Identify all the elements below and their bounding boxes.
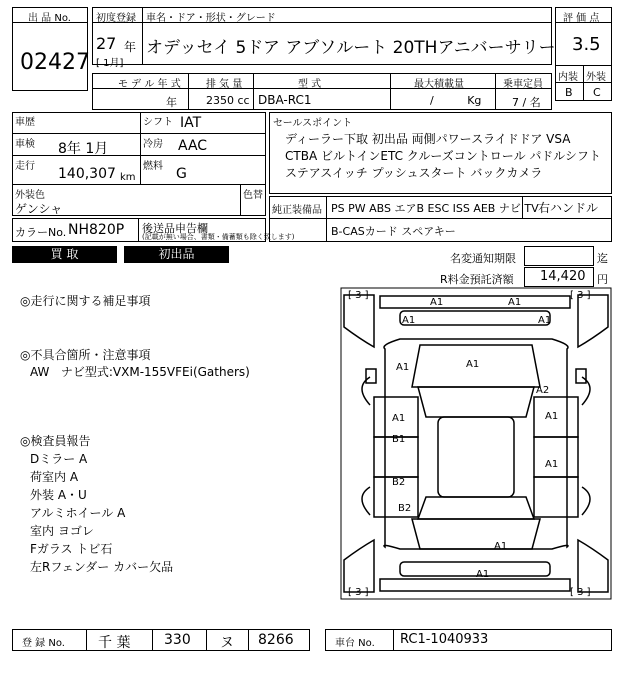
- year-unit: 年: [124, 40, 137, 54]
- divider: [495, 73, 496, 110]
- mileage-value: 140,307: [58, 166, 116, 182]
- exterior-grade: C: [593, 86, 601, 99]
- divider: [240, 184, 241, 216]
- inspection-value: 8年 1月: [58, 141, 109, 157]
- registration-label: 登 録 No.: [22, 638, 65, 649]
- damage-mark: A2: [536, 385, 550, 396]
- name-change-box: [524, 246, 594, 266]
- steering-value: 右ハンドル: [538, 201, 599, 215]
- interior-label: 内装: [558, 72, 578, 83]
- mileage-unit: km: [120, 172, 136, 183]
- sales-point-line: ディーラー下取 初出品 両側パワースライドドア VSA: [285, 132, 571, 146]
- divider: [248, 629, 249, 651]
- inspection-label: 車検: [15, 139, 35, 150]
- model-year-label: モ デ ル 年 式: [118, 79, 181, 90]
- diagram-corner-label: [ 3 ]: [570, 290, 591, 301]
- max-load-label: 最大積載量: [414, 79, 464, 90]
- recycle-value: 14,420: [540, 269, 586, 284]
- registration-class: 330: [164, 632, 191, 648]
- divider: [138, 218, 139, 242]
- divider: [583, 65, 584, 101]
- diagram-corner-label: [ 3 ]: [348, 587, 369, 598]
- chassis-label: 車台 No.: [335, 638, 375, 649]
- registration-number: 8266: [258, 632, 294, 648]
- driving-heading: ◎走行に関する補足事項: [20, 294, 151, 308]
- inspector-line: 左Rフェンダー カバー欠品: [30, 560, 174, 574]
- exterior-label: 外装: [586, 72, 606, 83]
- divider: [12, 155, 266, 156]
- first-listing-badge: 初出品: [124, 246, 229, 263]
- damage-mark: A1: [430, 297, 444, 308]
- damage-mark: A1: [545, 459, 559, 470]
- inspector-line: 外装 A・U: [30, 488, 87, 502]
- registration-kana: ヌ: [220, 635, 234, 651]
- interior-grade: B: [565, 86, 573, 99]
- inspector-line: アルミホイール A: [30, 506, 126, 520]
- equipment-extras: B-CASカード スペアキー: [331, 225, 456, 238]
- inspector-line: 荷室内 A: [30, 470, 79, 484]
- history-label: 車歴: [15, 117, 35, 128]
- retro-note: (記載が無い場合、書類・備蓄類も除く致します): [142, 233, 295, 241]
- car-name: オデッセイ 5ドア アブソルート 20THアニバーサリー: [146, 38, 556, 58]
- max-load-value: / Kg: [430, 94, 482, 107]
- inspector-line: Fガラス トビ石: [30, 542, 113, 556]
- damage-mark: A1: [396, 362, 410, 373]
- damage-mark: A1: [538, 315, 552, 326]
- divider: [390, 73, 391, 110]
- damage-mark: B2: [398, 503, 412, 514]
- divider: [86, 629, 87, 651]
- damage-mark: A1: [494, 541, 508, 552]
- divider: [188, 73, 189, 110]
- type-value: DBA-RC1: [258, 93, 312, 107]
- car-name-label: 車名・ドア・形状・グレード: [146, 13, 276, 24]
- diagram-corner-label: [ 3 ]: [348, 290, 369, 301]
- defects-heading: ◎不具合箇所・注意事項: [20, 348, 151, 362]
- damage-mark: B2: [392, 477, 406, 488]
- recycle-unit: 円: [597, 273, 608, 286]
- car-diagram: [340, 287, 612, 600]
- inspector-line: Dミラー A: [30, 452, 88, 466]
- ac-value: AAC: [178, 138, 208, 154]
- equipment-items: PS PW ABS エアB ESC ISS AEB ナビ TV: [331, 202, 539, 215]
- damage-mark: A1: [476, 569, 490, 580]
- divider: [326, 196, 327, 242]
- damage-mark: A1: [508, 297, 522, 308]
- color-no-value: NH820P: [68, 222, 125, 238]
- damage-mark: B1: [392, 434, 406, 445]
- capacity-label: 乗車定員: [503, 79, 543, 90]
- fuel-value: G: [176, 166, 187, 182]
- purchase-badge: 買 取: [12, 246, 117, 263]
- divider: [12, 184, 266, 185]
- color-change-label: 色替: [243, 190, 263, 201]
- recycle-label: R料金預託済額: [440, 273, 514, 286]
- retro-label: 後送品申告欄: [142, 222, 208, 235]
- rating-value: 3.5: [572, 34, 601, 55]
- type-label: 型 式: [298, 79, 322, 90]
- lot-label: 出 品 No.: [28, 13, 71, 24]
- equipment-label: 純正装備品: [272, 205, 322, 216]
- lot-number: 02427: [20, 50, 90, 75]
- inspector-heading: ◎検査員報告: [20, 434, 91, 448]
- shift-value: IAT: [180, 115, 202, 131]
- shift-label: シフト: [143, 117, 173, 128]
- color-value: ゲンシャ: [15, 202, 63, 216]
- color-no-label: カラーNo.: [15, 226, 67, 239]
- divider: [393, 629, 394, 651]
- displacement-label: 排 気 量: [206, 79, 243, 90]
- mileage-label: 走行: [15, 161, 35, 172]
- diagram-corner-label: [ 3 ]: [570, 587, 591, 598]
- divider: [206, 629, 207, 651]
- sales-point-line: ステアスイッチ プッシュスタート バックカメラ: [285, 166, 543, 180]
- chassis-number: RC1-1040933: [400, 632, 489, 647]
- inspector-line: 室内 ヨゴレ: [30, 524, 94, 538]
- sales-points-label: セールスポイント: [273, 118, 353, 129]
- name-change-unit: 迄: [597, 252, 608, 265]
- sales-point-line: CTBA ビルトインETC クルーズコントロール パドルシフト: [285, 149, 601, 163]
- defect-line: AW ナビ型式:VXM-155VFEi(Gathers): [30, 365, 250, 379]
- damage-mark: A1: [545, 411, 559, 422]
- divider: [269, 218, 612, 219]
- damage-mark: A1: [392, 413, 406, 424]
- first-reg-month: [ 1月]: [96, 58, 124, 69]
- first-reg-year: 27: [96, 34, 117, 53]
- capacity-value: 7 / 名: [512, 96, 541, 109]
- divider: [12, 133, 266, 134]
- rating-label: 評 価 点: [563, 13, 600, 24]
- first-reg-label: 初度登録: [96, 13, 136, 24]
- damage-mark: A1: [466, 359, 480, 370]
- divider: [152, 629, 153, 651]
- divider: [253, 73, 254, 110]
- color-label: 外装色: [15, 190, 45, 201]
- displacement-value: 2350 cc: [206, 94, 250, 107]
- divider: [140, 112, 141, 184]
- divider: [142, 7, 143, 65]
- fuel-label: 燃料: [143, 161, 163, 172]
- name-change-label: 名変通知期限: [450, 252, 516, 265]
- ac-label: 冷房: [143, 139, 163, 150]
- model-year-unit: 年: [166, 96, 177, 109]
- damage-mark: A1: [402, 315, 416, 326]
- registration-area: 千 葉: [98, 635, 131, 651]
